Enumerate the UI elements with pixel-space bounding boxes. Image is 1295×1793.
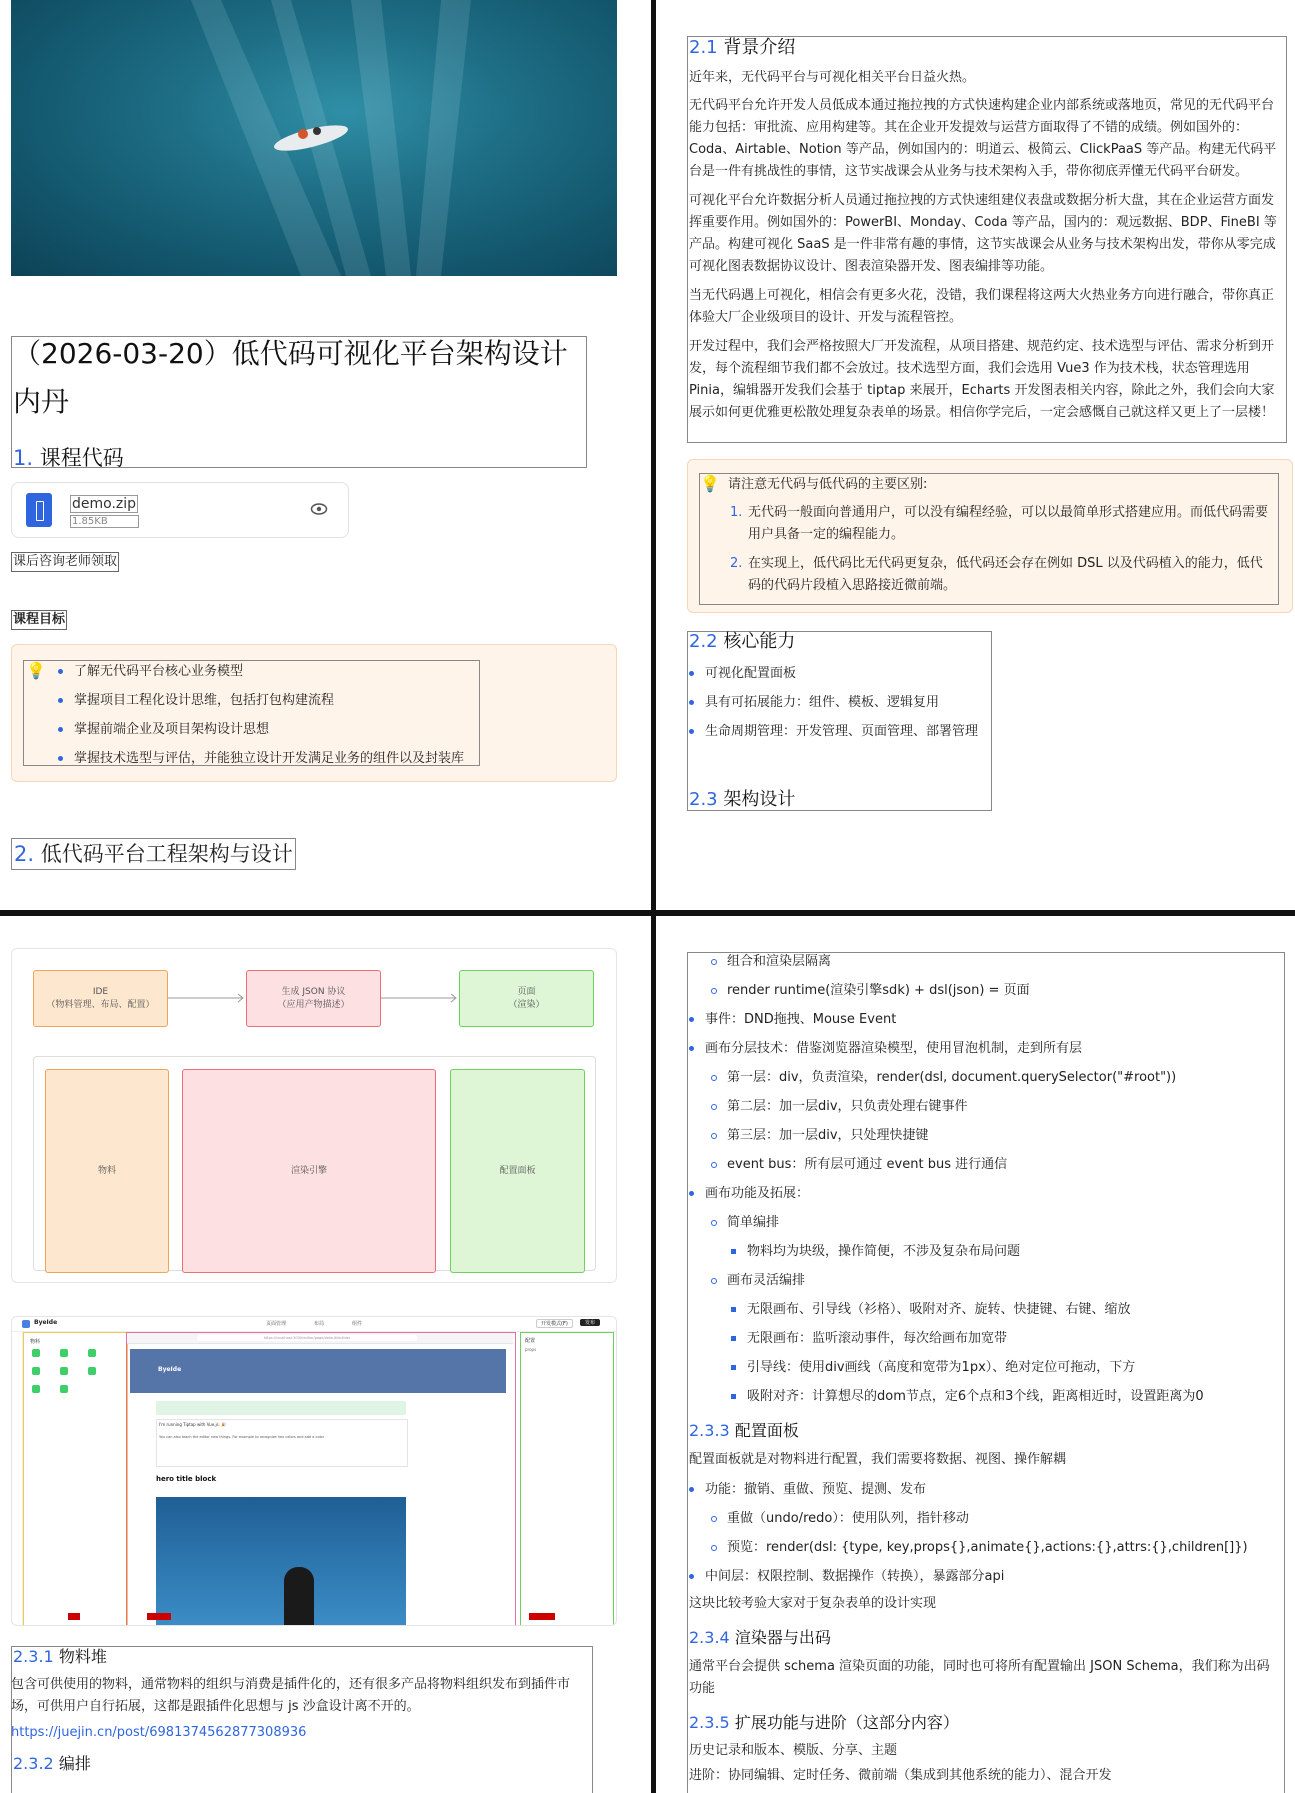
doc-page-4 — [656, 916, 1295, 1793]
list-item: 简单编排 — [685, 1208, 1285, 1237]
h22-heading: 2.2 核心能力 — [689, 631, 796, 652]
list-item: 画布灵活编排 — [685, 1266, 1285, 1295]
list-item: 掌握技术选型与评估，并能独立设计开发满足业务的组件以及封装库 — [54, 744, 464, 773]
component-icon[interactable] — [32, 1349, 40, 1357]
file-size: 1.85KB — [70, 515, 139, 528]
list-item: 重做（undo/redo）：使用队列，指针移动 — [685, 1504, 1285, 1533]
left-rail — [12, 1332, 23, 1625]
config-tag — [529, 1613, 555, 1620]
config-para: 配置面板就是对物料进行配置，我们需要将数据、视图、操作解耦 — [689, 1452, 1067, 1467]
tiptap-editor[interactable] — [156, 1419, 408, 1467]
juejin-link[interactable]: https://juejin.cn/post/6981374562877308936 — [11, 1725, 307, 1740]
block-image — [156, 1497, 406, 1625]
list-item: render runtime(渲染引擎sdk) + dsl(json) = 页面 — [685, 976, 1285, 1005]
page-divider-vertical — [651, 0, 656, 1793]
config-panel — [520, 1332, 614, 1626]
consult-link[interactable]: 课后咨询老师领取 — [11, 552, 119, 572]
h231-heading: 2.3.1 物料堆 — [13, 1647, 107, 1666]
url-bar[interactable]: https://localhost:3000/editor/page/default/builder — [197, 1335, 417, 1341]
note-callout — [687, 459, 1293, 613]
note-num-1: 1. — [730, 505, 743, 520]
h235-heading: 2.3.5 扩展功能与进阶（这部分内容） — [689, 1713, 959, 1732]
component-icon[interactable] — [60, 1367, 68, 1375]
page-box: 页面 （渲染） — [459, 970, 594, 1027]
goals-callout — [11, 644, 617, 782]
intro-para-4: 当无代码遇上可视化，相信会有更多火花，没错，我们课程将这两大火热业务方向进行融合，带你真正体验大厂企业级项目的设计、开发与流程管控。 — [689, 288, 1275, 325]
nav-layout[interactable]: 布局 — [314, 1321, 325, 1327]
list-item: 功能：撤销、重做、预览、提测、发布 — [685, 1475, 1285, 1504]
nav-page-manage[interactable]: 页面管理 — [266, 1321, 287, 1327]
canvas-panel — [126, 1332, 516, 1626]
page-divider-horizontal — [0, 910, 1295, 916]
component-icon[interactable] — [60, 1385, 68, 1393]
preview-banner — [156, 1401, 406, 1415]
list-item: 生命周期管理：开发管理、页面管理、部署管理 — [685, 717, 978, 746]
list-item: 第一层：div，负责渲染，render(dsl, document.querySelector("#root")) — [685, 1063, 1285, 1092]
section-2-heading: 2. 低代码平台工程架构与设计 — [11, 838, 296, 870]
section-1-heading: 1. 课程代码 — [13, 446, 124, 470]
block-title: hero title block — [156, 1475, 217, 1483]
intro-para-3: 可视化平台允许数据分析人员通过拖拉拽的方式快速组建仪表盘或数据分析大盘，其在企业运营方面发挥重要作用。例如国外的：PowerBI、Monday、Coda 等产品，国内的：观远数据、BDP、FineBI 等产品。构建可视化 SaaS 是一件非常有趣的事情，这节实战课会从业务与技术架构出发，带你从零完成可视化图表数据协议设计、图表渲染器开发、图表编排等功能。 — [689, 193, 1277, 274]
ide-box: IDE （物料管理、布局、配置） — [33, 970, 168, 1027]
component-icon[interactable] — [60, 1349, 68, 1357]
app-logo-icon — [22, 1320, 30, 1328]
render-para: 通常平台会提供 schema 渲染页面的功能，同时也可将所有配置输出 JSON Schema，我们称为出码功能 — [689, 1659, 1270, 1696]
core-list — [685, 659, 978, 746]
note-title: 请注意无代码与低代码的主要区别: — [728, 477, 928, 492]
list-item: 第二层：加一层div，只负责处理右键事件 — [685, 1092, 1285, 1121]
h234-heading: 2.3.4 渲染器与出码 — [689, 1628, 831, 1647]
doc-page-3 — [0, 916, 651, 1793]
ext-line-2: 进阶：协同编辑、定时任务、微前端（集成到其他系统的能力）、混合开发 — [689, 1768, 1112, 1783]
note-num-2: 2. — [730, 556, 743, 571]
intro-para-2: 无代码平台允许开发人员低成本通过拖拉拽的方式快速构建企业内部系统或落地页，常见的无代码平台能力包括：审批流、应用构建等。其在企业开发提效与运营方面取得了不错的成绩。例如国外的：Coda、Airtable、Notion 等产品，例如国内的：明道云、极简云、ClickPaaS 等产品。构建无代码平台是一件有挑战性的事情，这节实战课会从业务与技术架构入手，带你彻底弄懂无代码平台研发。 — [689, 98, 1277, 179]
goals-list — [54, 657, 464, 773]
list-item: 掌握前端企业及项目架构设计思想 — [54, 715, 464, 744]
intro-para-5: 开发过程中，我们会严格按照大厂开发流程，从项目搭建、规范约定、技术选型与评估、需求分析到开发，每个流程细节我们都不会放过。技术选型方面，我们会选用 Vue3 作为技术栈，状态管理选用 Pinia，编辑器开发我们会基于 tiptap 来展开，Echarts 开发图表相关内容，除此之外，我们会向大家展示如何更优雅更松散处理复杂表单的场景。相信你学完后，一定会感慨自己就这样又更上了一层楼！ — [689, 339, 1275, 420]
list-item: 画布分层技术：借鉴浏览器渲染模型，使用冒泡机制，走到所有层 — [685, 1034, 1285, 1063]
component-icon[interactable] — [32, 1385, 40, 1393]
canvas-list — [685, 947, 1285, 1411]
canvas-tag — [147, 1613, 171, 1620]
json-box: 生成 JSON 协议 （应用产物描述） — [246, 970, 381, 1027]
list-item: 预览：render(dsl: {type, key,props{},animate{},actions:{},attrs:{},children[]}) — [685, 1533, 1285, 1562]
preview-page — [130, 1349, 506, 1625]
doc-page-2 — [656, 0, 1295, 910]
publish-button[interactable]: 发布 — [580, 1319, 600, 1326]
file-card[interactable] — [11, 482, 349, 538]
app-name: ByeIde — [34, 1319, 58, 1326]
h23-heading: 2.3 架构设计 — [689, 789, 796, 810]
config-panel-box: 配置面板 — [450, 1069, 585, 1273]
nav-components[interactable]: 组件 — [352, 1321, 363, 1327]
material-box: 物料 — [45, 1069, 169, 1273]
editor-line-2: You can also teach the editor new things. For example to recognize hex colors and add a color — [159, 1435, 325, 1439]
list-item: 中间层：权限控制、数据操作（转换），暴露部分api — [685, 1562, 1285, 1591]
list-item: 第三层：加一层div，只处理快捷键 — [685, 1121, 1285, 1150]
preview-hero-title: ByeIde — [158, 1366, 182, 1373]
config-props-label: props — [525, 1347, 537, 1352]
list-item: 具有可拓展能力：组件、模板、逻辑复用 — [685, 688, 978, 717]
zip-file-icon — [26, 493, 52, 527]
flow-arrows — [12, 949, 616, 1049]
list-item: 了解无代码平台核心业务模型 — [54, 657, 464, 686]
h21-heading: 2.1 背景介绍 — [689, 37, 796, 58]
lightbulb-icon: 💡 — [26, 661, 46, 680]
person-silhouette — [284, 1567, 314, 1625]
component-icon[interactable] — [88, 1367, 96, 1375]
config-tail: 这块比较考验大家对于复杂表单的设计实现 — [689, 1596, 937, 1611]
list-item: 无限画布、引导线（衫格）、吸附对齐、旋转、快捷键、右键、缩放 — [685, 1295, 1285, 1324]
material-tag — [68, 1613, 80, 1620]
intro-para-1: 近年来，无代码平台与可视化相关平台日益火热。 — [689, 70, 976, 85]
goals-title: 课程目标 — [11, 610, 67, 630]
lightbulb-icon: 💡 — [700, 474, 720, 493]
list-item: 组合和渲染层隔离 — [685, 947, 1285, 976]
preview-eye-icon[interactable] — [310, 501, 328, 521]
doc-page-1 — [0, 0, 651, 910]
list-item: event bus：所有层可通过 event bus 进行通信 — [685, 1150, 1285, 1179]
file-name: demo.zip — [72, 496, 137, 512]
ext-line-1: 历史记录和版本、模版、分享、主题 — [689, 1743, 898, 1758]
component-icon[interactable] — [88, 1349, 96, 1357]
app-topbar — [12, 1317, 616, 1332]
material-para: 包含可供使用的物料，通常物料的组织与消费是插件化的，还有很多产品将物料组织发布到插件市场，可供用户自行拓展，这都是跟插件化思想与 js 沙盒设计离不开的。 — [11, 1677, 571, 1714]
note-item-1: 无代码一般面向普通用户，可以没有编程经验，可以以最简单形式搭建应用。而低代码需要用户具备一定的编程能力。 — [748, 505, 1269, 542]
architecture-diagram — [11, 948, 617, 1283]
list-item: 事件：DND拖拽、Mouse Event — [685, 1005, 1285, 1034]
component-icon[interactable] — [32, 1367, 40, 1375]
hero-image — [11, 0, 617, 276]
list-item: 画布功能及拓展： — [685, 1179, 1285, 1208]
list-item: 无限画布：监听滚动事件，每次给画布加宽带 — [685, 1324, 1285, 1353]
page-title: （2026-03-20）低代码可视化平台架构设计内丹 — [13, 337, 568, 418]
render-engine-box: 渲染引擎 — [182, 1069, 436, 1273]
list-item: 物料均为块级，操作简便，不涉及复杂布局问题 — [685, 1237, 1285, 1266]
config-list — [685, 1475, 1285, 1591]
editor-screenshot — [11, 1316, 617, 1626]
list-item: 吸附对齐：计算想尽的dom节点，定6个点和3个线，距离相近时，设置距离为0 — [685, 1382, 1285, 1411]
material-panel-label: 物料 — [30, 1339, 41, 1345]
material-panel — [23, 1332, 128, 1626]
config-panel-label: 配置 — [525, 1338, 536, 1344]
h232-heading: 2.3.2 编排 — [13, 1754, 91, 1773]
list-item: 掌握项目工程化设计思维，包括打包构建流程 — [54, 686, 464, 715]
list-item: 引导线：使用div画线（高度和宽带为1px）、绝对定位可拖动，下方 — [685, 1353, 1285, 1382]
list-item: 可视化配置面板 — [685, 659, 978, 688]
dev-mode-button[interactable]: 开发模式(F) — [536, 1319, 573, 1328]
h233-heading: 2.3.3 配置面板 — [689, 1421, 799, 1440]
editor-line-1: I'm running Tiptap with Vue.js. 🎉 — [159, 1422, 227, 1427]
note-item-2: 在实现上，低代码比无代码更复杂，低代码还会存在例如 DSL 以及代码植入的能力，低代码的代码片段植入思路接近微前端。 — [748, 556, 1263, 593]
